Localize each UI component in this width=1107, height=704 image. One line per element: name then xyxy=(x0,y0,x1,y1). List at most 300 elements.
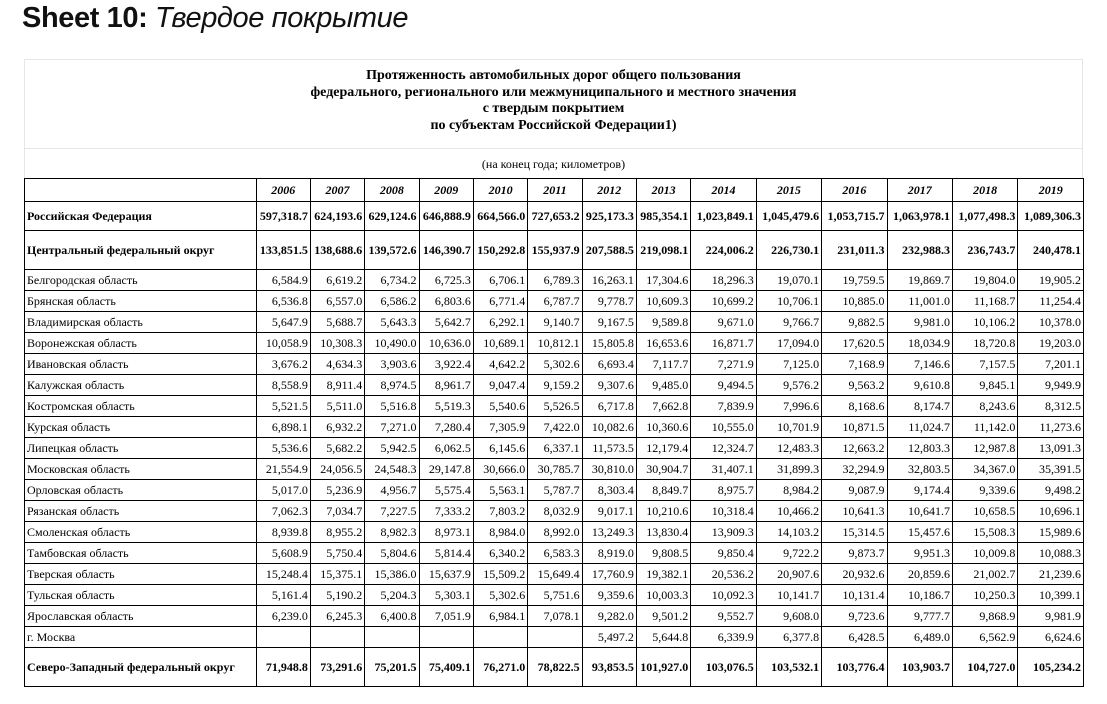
value-cell: 5,521.5 xyxy=(256,396,310,417)
year-header: 2007 xyxy=(310,179,364,202)
row-label: Орловская область xyxy=(25,480,257,501)
value-cell: 5,017.0 xyxy=(256,480,310,501)
value-cell: 8,849.7 xyxy=(636,480,690,501)
value-cell: 6,619.2 xyxy=(310,270,364,291)
value-cell: 11,254.4 xyxy=(1018,291,1084,312)
value-cell: 985,354.1 xyxy=(636,202,690,231)
value-cell: 139,572.6 xyxy=(365,231,419,270)
value-cell: 9,671.0 xyxy=(691,312,756,333)
value-cell: 9,339.6 xyxy=(952,480,1017,501)
value-cell: 17,304.6 xyxy=(636,270,690,291)
value-cell: 103,076.5 xyxy=(691,648,756,687)
row-label: Брянская область xyxy=(25,291,257,312)
value-cell: 3,922.4 xyxy=(419,354,473,375)
row-label: Рязанская область xyxy=(25,501,257,522)
value-cell: 17,620.5 xyxy=(822,333,887,354)
value-cell: 8,984.2 xyxy=(756,480,821,501)
value-cell: 5,647.9 xyxy=(256,312,310,333)
row-label: Тамбовская область xyxy=(25,543,257,564)
value-cell: 3,903.6 xyxy=(365,354,419,375)
value-cell: 5,536.6 xyxy=(256,438,310,459)
value-cell: 12,483.3 xyxy=(756,438,821,459)
row-label: Курская область xyxy=(25,417,257,438)
value-cell: 11,024.7 xyxy=(887,417,952,438)
row-label: Калужская область xyxy=(25,375,257,396)
value-cell: 31,899.3 xyxy=(756,459,821,480)
year-header: 2012 xyxy=(582,179,636,202)
value-cell: 29,147.8 xyxy=(419,459,473,480)
value-cell: 5,303.1 xyxy=(419,585,473,606)
value-cell: 11,573.5 xyxy=(582,438,636,459)
value-cell: 7,201.1 xyxy=(1018,354,1084,375)
value-cell: 10,360.6 xyxy=(636,417,690,438)
year-header: 2018 xyxy=(952,179,1017,202)
value-cell: 5,497.2 xyxy=(582,627,636,648)
value-cell: 10,696.1 xyxy=(1018,501,1084,522)
row-label: Липецкая область xyxy=(25,438,257,459)
row-label: Владимирская область xyxy=(25,312,257,333)
value-cell: 10,609.3 xyxy=(636,291,690,312)
heading-line: по субъектам Российской Федерации1) xyxy=(430,117,677,133)
value-cell: 7,662.8 xyxy=(636,396,690,417)
value-cell: 5,750.4 xyxy=(310,543,364,564)
value-cell: 9,608.0 xyxy=(756,606,821,627)
value-cell: 7,333.2 xyxy=(419,501,473,522)
value-cell: 6,239.0 xyxy=(256,606,310,627)
row-label: Смоленская область xyxy=(25,522,257,543)
value-cell: 7,227.5 xyxy=(365,501,419,522)
value-cell: 8,955.2 xyxy=(310,522,364,543)
value-cell: 8,911.4 xyxy=(310,375,364,396)
value-cell: 10,131.4 xyxy=(822,585,887,606)
value-cell: 4,956.7 xyxy=(365,480,419,501)
value-cell: 10,092.3 xyxy=(691,585,756,606)
value-cell: 219,098.1 xyxy=(636,231,690,270)
value-cell: 19,804.0 xyxy=(952,270,1017,291)
value-cell: 5,563.1 xyxy=(473,480,527,501)
value-cell: 6,932.2 xyxy=(310,417,364,438)
value-cell: 6,428.5 xyxy=(822,627,887,648)
table-row xyxy=(25,627,1084,648)
value-cell: 9,589.8 xyxy=(636,312,690,333)
value-cell: 5,814.4 xyxy=(419,543,473,564)
value-cell: 5,161.4 xyxy=(256,585,310,606)
header-row xyxy=(25,179,1084,202)
value-cell: 5,236.9 xyxy=(310,480,364,501)
value-cell: 8,303.4 xyxy=(582,480,636,501)
value-cell: 19,869.7 xyxy=(887,270,952,291)
value-cell: 7,271.0 xyxy=(365,417,419,438)
value-cell: 6,339.9 xyxy=(691,627,756,648)
year-header: 2008 xyxy=(365,179,419,202)
value-cell: 11,168.7 xyxy=(952,291,1017,312)
table-row xyxy=(25,333,1084,354)
value-cell: 14,103.2 xyxy=(756,522,821,543)
value-cell: 30,785.7 xyxy=(528,459,582,480)
value-cell: 629,124.6 xyxy=(365,202,419,231)
value-cell: 103,903.7 xyxy=(887,648,952,687)
row-label: г. Москва xyxy=(25,627,257,648)
table-heading xyxy=(25,68,1082,134)
value-cell: 11,273.6 xyxy=(1018,417,1084,438)
value-cell: 9,485.0 xyxy=(636,375,690,396)
value-cell: 93,853.5 xyxy=(582,648,636,687)
year-header: 2017 xyxy=(887,179,952,202)
value-cell: 13,091.3 xyxy=(1018,438,1084,459)
value-cell xyxy=(256,627,310,648)
value-cell: 9,307.6 xyxy=(582,375,636,396)
value-cell: 9,951.3 xyxy=(887,543,952,564)
year-header: 2015 xyxy=(756,179,821,202)
value-cell: 150,292.8 xyxy=(473,231,527,270)
table-row xyxy=(25,231,1084,270)
value-cell: 7,996.6 xyxy=(756,396,821,417)
value-cell: 7,062.3 xyxy=(256,501,310,522)
value-cell: 4,634.3 xyxy=(310,354,364,375)
row-label: Воронежская область xyxy=(25,333,257,354)
value-cell: 10,399.1 xyxy=(1018,585,1084,606)
value-cell: 5,688.7 xyxy=(310,312,364,333)
value-cell: 32,803.5 xyxy=(887,459,952,480)
value-cell: 6,562.9 xyxy=(952,627,1017,648)
value-cell: 9,981.9 xyxy=(1018,606,1084,627)
value-cell: 5,519.3 xyxy=(419,396,473,417)
value-cell: 8,984.0 xyxy=(473,522,527,543)
value-cell: 9,140.7 xyxy=(528,312,582,333)
value-cell: 9,882.5 xyxy=(822,312,887,333)
value-cell: 9,766.7 xyxy=(756,312,821,333)
value-cell: 138,688.6 xyxy=(310,231,364,270)
value-cell: 664,566.0 xyxy=(473,202,527,231)
data-table xyxy=(24,178,1084,687)
year-header: 2006 xyxy=(256,179,310,202)
value-cell: 21,002.7 xyxy=(952,564,1017,585)
value-cell xyxy=(365,627,419,648)
value-cell: 10,555.0 xyxy=(691,417,756,438)
value-cell: 9,552.7 xyxy=(691,606,756,627)
table-row xyxy=(25,438,1084,459)
value-cell: 6,693.4 xyxy=(582,354,636,375)
value-cell: 8,032.9 xyxy=(528,501,582,522)
value-cell: 9,174.4 xyxy=(887,480,952,501)
value-cell: 7,125.0 xyxy=(756,354,821,375)
value-cell: 10,641.7 xyxy=(887,501,952,522)
value-cell: 6,725.3 xyxy=(419,270,473,291)
units-row xyxy=(25,148,1082,180)
value-cell: 925,173.3 xyxy=(582,202,636,231)
value-cell: 6,340.2 xyxy=(473,543,527,564)
value-cell: 9,563.2 xyxy=(822,375,887,396)
value-cell: 10,641.3 xyxy=(822,501,887,522)
value-cell: 9,047.4 xyxy=(473,375,527,396)
row-label: Центральный федеральный округ xyxy=(25,231,257,270)
value-cell: 9,845.1 xyxy=(952,375,1017,396)
table-row xyxy=(25,202,1084,231)
value-cell: 9,949.9 xyxy=(1018,375,1084,396)
value-cell: 6,787.7 xyxy=(528,291,582,312)
row-label: Костромская область xyxy=(25,396,257,417)
value-cell: 104,727.0 xyxy=(952,648,1017,687)
value-cell: 78,822.5 xyxy=(528,648,582,687)
value-cell: 9,850.4 xyxy=(691,543,756,564)
value-cell: 9,722.2 xyxy=(756,543,821,564)
value-cell: 30,904.7 xyxy=(636,459,690,480)
value-cell: 19,759.5 xyxy=(822,270,887,291)
value-cell: 9,868.9 xyxy=(952,606,1017,627)
value-cell: 12,803.3 xyxy=(887,438,952,459)
value-cell: 9,087.9 xyxy=(822,480,887,501)
value-cell: 18,296.3 xyxy=(691,270,756,291)
value-cell: 10,466.2 xyxy=(756,501,821,522)
value-cell: 146,390.7 xyxy=(419,231,473,270)
value-cell: 76,271.0 xyxy=(473,648,527,687)
value-cell: 6,789.3 xyxy=(528,270,582,291)
value-cell xyxy=(419,627,473,648)
value-cell: 7,168.9 xyxy=(822,354,887,375)
value-cell: 10,003.3 xyxy=(636,585,690,606)
value-cell: 5,540.6 xyxy=(473,396,527,417)
value-cell: 8,975.7 xyxy=(691,480,756,501)
value-cell: 10,378.0 xyxy=(1018,312,1084,333)
value-cell: 5,511.0 xyxy=(310,396,364,417)
table-row xyxy=(25,606,1084,627)
value-cell: 9,359.6 xyxy=(582,585,636,606)
table-row xyxy=(25,585,1084,606)
heading-line: федерального, регионального или межмуниципального и местного значения xyxy=(310,84,797,100)
value-cell: 9,981.0 xyxy=(887,312,952,333)
table-row xyxy=(25,459,1084,480)
value-cell: 103,532.1 xyxy=(756,648,821,687)
value-cell: 5,787.7 xyxy=(528,480,582,501)
value-cell xyxy=(473,627,527,648)
value-cell: 101,927.0 xyxy=(636,648,690,687)
value-cell: 12,324.7 xyxy=(691,438,756,459)
value-cell: 9,808.5 xyxy=(636,543,690,564)
value-cell: 19,382.1 xyxy=(636,564,690,585)
value-cell: 7,051.9 xyxy=(419,606,473,627)
value-cell: 19,070.1 xyxy=(756,270,821,291)
value-cell xyxy=(310,627,364,648)
value-cell: 6,624.6 xyxy=(1018,627,1084,648)
value-cell: 12,179.4 xyxy=(636,438,690,459)
value-cell: 10,701.9 xyxy=(756,417,821,438)
value-cell: 5,526.5 xyxy=(528,396,582,417)
value-cell: 1,063,978.1 xyxy=(887,202,952,231)
value-cell: 12,987.8 xyxy=(952,438,1017,459)
table-row xyxy=(25,417,1084,438)
value-cell: 1,045,479.6 xyxy=(756,202,821,231)
value-cell: 5,575.4 xyxy=(419,480,473,501)
year-header: 2011 xyxy=(528,179,582,202)
table-row xyxy=(25,501,1084,522)
value-cell: 6,292.1 xyxy=(473,312,527,333)
value-cell: 15,509.2 xyxy=(473,564,527,585)
value-cell: 10,318.4 xyxy=(691,501,756,522)
value-cell: 8,961.7 xyxy=(419,375,473,396)
value-cell: 5,644.8 xyxy=(636,627,690,648)
value-cell: 7,146.6 xyxy=(887,354,952,375)
value-cell: 6,489.0 xyxy=(887,627,952,648)
value-cell: 1,023,849.1 xyxy=(691,202,756,231)
value-cell: 10,658.5 xyxy=(952,501,1017,522)
value-cell: 20,932.6 xyxy=(822,564,887,585)
value-cell: 5,804.6 xyxy=(365,543,419,564)
value-cell: 9,576.2 xyxy=(756,375,821,396)
value-cell: 15,649.4 xyxy=(528,564,582,585)
value-cell: 6,803.6 xyxy=(419,291,473,312)
value-cell: 8,168.6 xyxy=(822,396,887,417)
row-label: Северо-Западный федеральный округ xyxy=(25,648,257,687)
value-cell: 16,653.6 xyxy=(636,333,690,354)
heading-line: с твердым покрытием xyxy=(482,101,625,116)
year-header: 2010 xyxy=(473,179,527,202)
value-cell: 10,210.6 xyxy=(636,501,690,522)
value-cell: 5,751.6 xyxy=(528,585,582,606)
value-cell xyxy=(528,627,582,648)
value-cell: 30,666.0 xyxy=(473,459,527,480)
table-row xyxy=(25,396,1084,417)
value-cell: 15,248.4 xyxy=(256,564,310,585)
value-cell: 1,077,498.3 xyxy=(952,202,1017,231)
value-cell: 32,294.9 xyxy=(822,459,887,480)
sheet-label: Sheet 10: xyxy=(22,2,148,34)
value-cell: 10,689.1 xyxy=(473,333,527,354)
value-cell: 9,494.5 xyxy=(691,375,756,396)
value-cell: 7,271.9 xyxy=(691,354,756,375)
value-cell: 624,193.6 xyxy=(310,202,364,231)
value-cell: 71,948.8 xyxy=(256,648,310,687)
value-cell: 34,367.0 xyxy=(952,459,1017,480)
row-label: Тверская область xyxy=(25,564,257,585)
value-cell: 6,377.8 xyxy=(756,627,821,648)
year-header: 2016 xyxy=(822,179,887,202)
value-cell: 73,291.6 xyxy=(310,648,364,687)
value-cell: 5,516.8 xyxy=(365,396,419,417)
value-cell: 18,034.9 xyxy=(887,333,952,354)
value-cell: 20,536.2 xyxy=(691,564,756,585)
value-cell: 9,723.6 xyxy=(822,606,887,627)
value-cell: 10,885.0 xyxy=(822,291,887,312)
value-cell: 16,263.1 xyxy=(582,270,636,291)
value-cell: 10,009.8 xyxy=(952,543,1017,564)
value-cell: 6,586.2 xyxy=(365,291,419,312)
value-cell: 5,302.6 xyxy=(528,354,582,375)
value-cell: 18,720.8 xyxy=(952,333,1017,354)
value-cell: 7,422.0 xyxy=(528,417,582,438)
value-cell: 31,407.1 xyxy=(691,459,756,480)
value-cell: 10,308.3 xyxy=(310,333,364,354)
value-cell: 10,141.7 xyxy=(756,585,821,606)
header-cell-empty xyxy=(25,179,257,202)
value-cell: 11,001.0 xyxy=(887,291,952,312)
value-cell: 10,706.1 xyxy=(756,291,821,312)
row-label: Тульская область xyxy=(25,585,257,606)
value-cell: 7,034.7 xyxy=(310,501,364,522)
value-cell: 10,871.5 xyxy=(822,417,887,438)
value-cell: 236,743.7 xyxy=(952,231,1017,270)
table-body xyxy=(25,202,1084,687)
value-cell: 75,409.1 xyxy=(419,648,473,687)
value-cell: 15,637.9 xyxy=(419,564,473,585)
value-cell: 12,663.2 xyxy=(822,438,887,459)
heading-line: Протяженность автомобильных дорог общего пользования xyxy=(366,68,741,83)
value-cell: 240,478.1 xyxy=(1018,231,1084,270)
table-row xyxy=(25,291,1084,312)
value-cell: 21,239.6 xyxy=(1018,564,1084,585)
value-cell: 10,088.3 xyxy=(1018,543,1084,564)
value-cell: 8,939.8 xyxy=(256,522,310,543)
value-cell: 7,803.2 xyxy=(473,501,527,522)
value-cell: 6,984.1 xyxy=(473,606,527,627)
value-cell: 5,302.6 xyxy=(473,585,527,606)
row-label: Московская область xyxy=(25,459,257,480)
row-label: Ивановская область xyxy=(25,354,257,375)
value-cell: 103,776.4 xyxy=(822,648,887,687)
table-row xyxy=(25,522,1084,543)
table-row xyxy=(25,480,1084,501)
table-row xyxy=(25,312,1084,333)
value-cell: 9,282.0 xyxy=(582,606,636,627)
value-cell: 6,706.1 xyxy=(473,270,527,291)
value-cell: 30,810.0 xyxy=(582,459,636,480)
value-cell: 15,508.3 xyxy=(952,522,1017,543)
value-cell: 6,898.1 xyxy=(256,417,310,438)
table-heading-block xyxy=(24,59,1083,179)
value-cell: 7,117.7 xyxy=(636,354,690,375)
value-cell: 105,234.2 xyxy=(1018,648,1084,687)
value-cell: 232,988.3 xyxy=(887,231,952,270)
value-cell: 5,204.3 xyxy=(365,585,419,606)
value-cell: 7,305.9 xyxy=(473,417,527,438)
year-header: 2013 xyxy=(636,179,690,202)
value-cell: 6,337.1 xyxy=(528,438,582,459)
value-cell: 1,053,715.7 xyxy=(822,202,887,231)
value-cell: 6,536.8 xyxy=(256,291,310,312)
value-cell: 13,830.4 xyxy=(636,522,690,543)
value-cell: 9,159.2 xyxy=(528,375,582,396)
value-cell: 1,089,306.3 xyxy=(1018,202,1084,231)
value-cell: 8,992.0 xyxy=(528,522,582,543)
value-cell: 35,391.5 xyxy=(1018,459,1084,480)
value-cell: 75,201.5 xyxy=(365,648,419,687)
table-row xyxy=(25,354,1084,375)
table-row xyxy=(25,648,1084,687)
value-cell: 5,942.5 xyxy=(365,438,419,459)
value-cell: 8,174.7 xyxy=(887,396,952,417)
year-header: 2014 xyxy=(691,179,756,202)
value-cell: 6,717.8 xyxy=(582,396,636,417)
value-cell: 16,871.7 xyxy=(691,333,756,354)
value-cell: 19,905.2 xyxy=(1018,270,1084,291)
value-cell: 11,142.0 xyxy=(952,417,1017,438)
value-cell: 24,548.3 xyxy=(365,459,419,480)
value-cell: 6,400.8 xyxy=(365,606,419,627)
value-cell: 646,888.9 xyxy=(419,202,473,231)
value-cell: 133,851.5 xyxy=(256,231,310,270)
units-note: (на конец года; километров) xyxy=(481,157,626,171)
value-cell: 231,011.3 xyxy=(822,231,887,270)
value-cell: 6,771.4 xyxy=(473,291,527,312)
value-cell: 8,558.9 xyxy=(256,375,310,396)
value-cell: 9,778.7 xyxy=(582,291,636,312)
value-cell: 10,699.2 xyxy=(691,291,756,312)
value-cell: 6,245.3 xyxy=(310,606,364,627)
value-cell: 9,873.7 xyxy=(822,543,887,564)
value-cell: 7,157.5 xyxy=(952,354,1017,375)
value-cell: 6,062.5 xyxy=(419,438,473,459)
value-cell: 6,584.9 xyxy=(256,270,310,291)
value-cell: 10,082.6 xyxy=(582,417,636,438)
